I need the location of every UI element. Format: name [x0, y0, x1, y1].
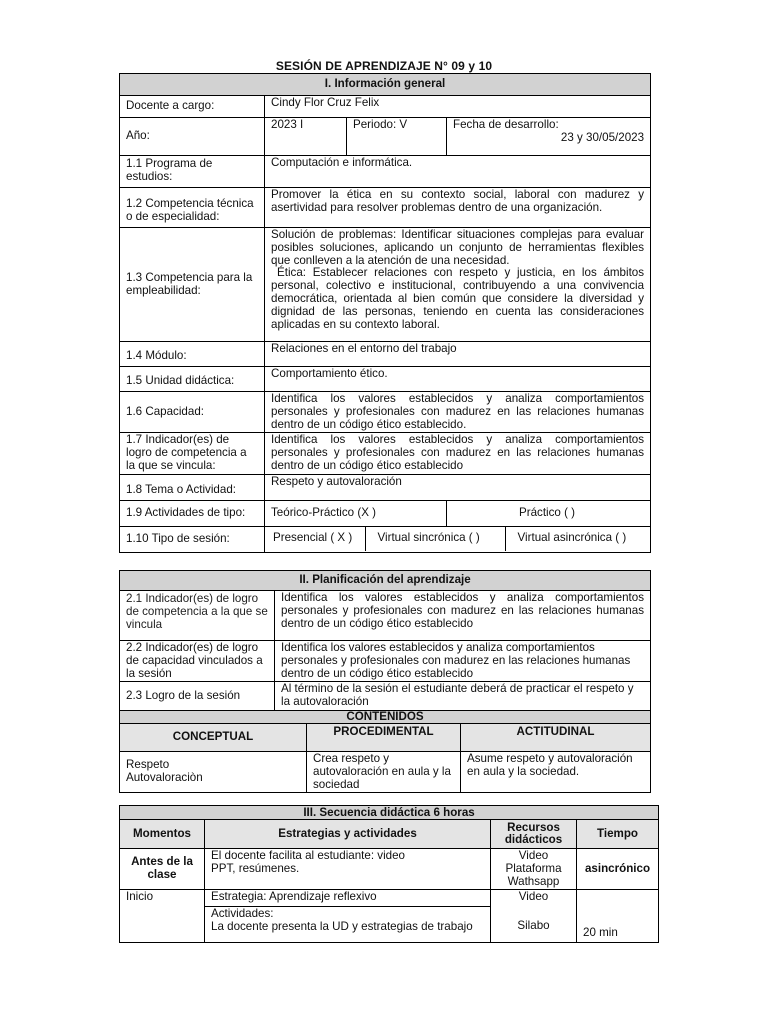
anio-label: Año: — [120, 118, 265, 156]
document-title: SESIÓN DE APRENDIZAJE N° 09 y 10 — [275, 59, 493, 73]
competencia-empleabilidad-label: 1.3 Competencia para la empleabilidad: — [120, 228, 265, 342]
docente-label: Docente a cargo: — [120, 96, 265, 118]
row1-estrategia — [205, 849, 491, 890]
sesion-virtual-sincronica: Virtual sincrónica ( ) — [365, 527, 505, 551]
indicador-label: 1.7 Indicador(es) de logro de competencia a la que se vincula: — [120, 433, 265, 474]
col-momentos: Momentos — [120, 820, 205, 849]
row1-recurso-whatsapp: Wathsapp — [507, 874, 560, 888]
row2-tiempo: 20 min — [577, 890, 659, 943]
row1-recurso-video: Video — [518, 849, 549, 862]
ind-competencia-value: Identifica los valores establecidos y analiza comportamientos personales y profesionales con madurez en las relaciones humanas dentro de un código ético establecido — [275, 591, 651, 641]
capacidad-value: Identifica los valores establecidos y analiza comportamientos personales y profesionales con madurez en las relaciones humanas dentro de un código ético establecido. — [265, 392, 651, 433]
section-3-header: III. Secuencia didáctica 6 horas — [120, 806, 659, 820]
conceptual-value — [120, 751, 307, 792]
unidad-label: 1.5 Unidad didáctica: — [120, 367, 265, 392]
unidad-value: Comportamiento ético. — [265, 367, 651, 392]
row1-estrategia-line1: El docente facilita al estudiante: video — [211, 849, 405, 862]
sesion-virtual-asincronica: Virtual asincrónica ( ) — [517, 531, 627, 545]
procedimental-header: PROCEDIMENTAL — [307, 723, 461, 751]
indicador-value: Identifica los valores establecidos y analiza comportamientos personales y profesionales con madurez en las relaciones humanas dentro de un código ético establecido — [265, 433, 651, 474]
sesion-label: 1.10 Tipo de sesión: — [120, 526, 265, 552]
modulo-label: 1.4 Módulo: — [120, 342, 265, 367]
row1-recurso-plataforma: Plataforma — [505, 861, 562, 875]
tema-label: 1.8 Tema o Actividad: — [120, 474, 265, 500]
col-recursos: Recursos didácticos — [491, 820, 577, 849]
actividades-label: 1.9 Actividades de tipo: — [120, 500, 265, 526]
programa-label: 1.1 Programa de estudios: — [120, 156, 265, 188]
actividades-practico: Práctico ( ) — [447, 500, 651, 526]
row2-actividades — [205, 907, 491, 943]
capacidad-label: 1.6 Capacidad: — [120, 392, 265, 433]
row1-momento: Antes de la clase — [120, 849, 205, 890]
conceptual-header: CONCEPTUAL — [120, 723, 307, 751]
fecha-value: 23 y 30/05/2023 — [560, 130, 645, 144]
ind-capacidad-value: Identifica los valores establecidos y analiza comportamientos personales y profesionales con madurez en las relaciones humanas dentro de un código ético establecido — [275, 641, 651, 682]
secuencia-table — [119, 805, 659, 943]
section-1-header: I. Información general — [120, 74, 651, 96]
ind-competencia-label: 2.1 Indicador(es) de logro de competencia a la que se vincula — [120, 591, 275, 641]
periodo-value: Periodo: V — [347, 118, 447, 156]
empleabilidad-solucion: Solución de problemas: Identificar situaciones complejas para evaluar posibles soluciones, aplicando un conjunto de herramientas flexibles que conlleven a la atención de una necesidad. — [271, 228, 645, 267]
programa-value: Computación e informática. — [265, 156, 651, 188]
competencia-tecnica-value: Promover la ética en su contexto social, laboral con madurez y asertividad para resolver problemas dentro de una organización. — [265, 188, 651, 228]
procedimental-value: Crea respeto y autovaloración en aula y la sociedad — [307, 751, 461, 792]
row2-momento: Inicio — [120, 890, 205, 943]
logro-label: 2.3 Logro de la sesión — [120, 682, 275, 711]
conceptual-autovaloracion: Autovaloraciòn — [126, 771, 203, 785]
conceptual-respeto: Respeto — [126, 758, 170, 772]
row1-estrategia-line2: PPT, resúmenes. — [211, 861, 300, 875]
row2-recurso-silabo: Silabo — [517, 919, 550, 933]
modulo-value: Relaciones en el entorno del trabajo — [265, 342, 651, 367]
row2-actividades-label: Actividades: — [211, 907, 274, 921]
col-estrategias: Estrategias y actividades — [205, 820, 491, 849]
sesion-options — [265, 526, 651, 552]
competencia-tecnica-label: 1.2 Competencia técnica o de especialidad: — [120, 188, 265, 228]
anio-value: 2023 I — [265, 118, 347, 156]
sesion-presencial: Presencial ( X ) — [265, 527, 365, 551]
sesion-options-grid — [265, 527, 650, 551]
row1-tiempo: asincrónico — [577, 849, 659, 890]
actividades-teorico: Teórico-Práctico (X ) — [265, 500, 447, 526]
fecha-cell — [447, 118, 651, 156]
fecha-label: Fecha de desarrollo: — [453, 118, 559, 131]
row1-recursos — [491, 849, 577, 890]
actitudinal-header: ACTITUDINAL — [461, 723, 651, 751]
actitudinal-value: Asume respeto y autovaloración en aula y la sociedad. — [461, 751, 651, 792]
row2-recurso-video: Video — [518, 890, 549, 904]
empleabilidad-etica: Ética: Establecer relaciones con respeto y justicia, en los ámbitos personal, colectivo e institucional, contribuyendo a una convivencia democrática, orientada al bien común que considere la diversidad y dignidad de las personas, teniendo en cuenta las consideraciones aplicadas en su contexto laboral. — [271, 266, 645, 331]
competencia-empleabilidad-value — [265, 228, 651, 342]
tema-value: Respeto y autovaloración — [265, 474, 651, 500]
row2-recursos — [491, 890, 577, 943]
docente-value: Cindy Flor Cruz Felix — [265, 96, 651, 118]
ind-capacidad-label: 2.2 Indicador(es) de logro de capacidad vinculados a la sesión — [120, 641, 275, 682]
planificacion-table — [119, 570, 651, 793]
contenidos-header: CONTENIDOS — [120, 710, 651, 723]
logro-value: Al término de la sesión el estudiante deberá de practicar el respeto y la autovaloración — [275, 682, 651, 711]
row2-estrategia: Estrategia: Aprendizaje reflexivo — [205, 890, 491, 907]
section-2-header: II. Planificación del aprendizaje — [120, 571, 651, 591]
row2-actividades-text: La docente presenta la UD y estrategias de trabajo — [211, 920, 473, 934]
col-tiempo: Tiempo — [577, 820, 659, 849]
general-info-table — [119, 73, 651, 553]
